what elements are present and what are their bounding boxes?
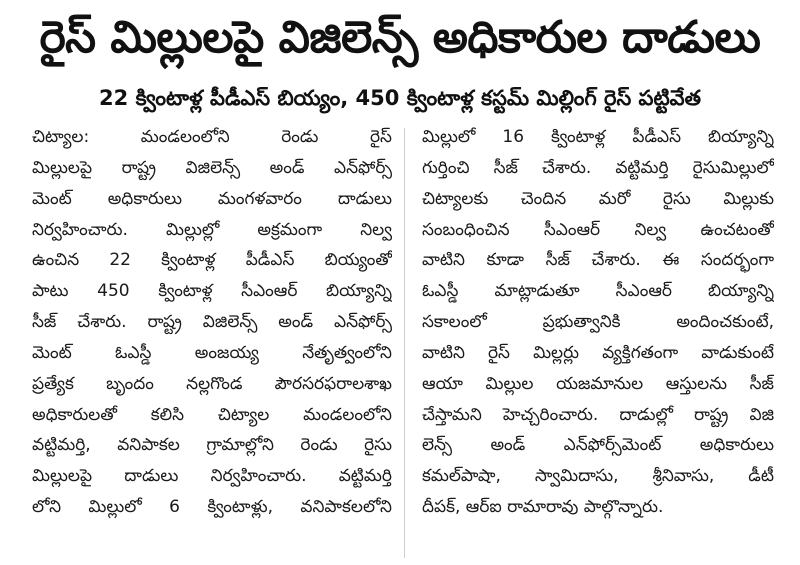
body-line: అధికారులతో కలిసి చిట్యాల మండలంలోని xyxy=(32,404,392,425)
body-line: చిట్యాల: మండలంలోని రెండు రైస్ xyxy=(32,127,392,147)
body-line: గుర్తించి సీజ్ చేశారు. వట్టిమర్తి రైసుమిల్లులో xyxy=(422,157,774,178)
article-headline: రైస్ మిల్లులపై విజిలెన్స్ అధికారుల దాడులు xyxy=(39,12,761,63)
body-line: నిర్వహించారు. మిల్లుల్లో అక్రమంగా నిల్వ xyxy=(32,219,392,240)
body-line: ఓఎస్డీ మాట్లాడుతూ సీఎంఆర్ బియ్యాన్ని xyxy=(422,281,774,302)
body-line: మెంట్ ఓఎస్డీ అంజయ్య నేతృత్వంలోని xyxy=(32,342,392,363)
body-line: వాటిని కూడా సీజ్ చేశారు. ఈ సందర్భంగా xyxy=(422,250,774,271)
body-line: మిల్లులపై దాడులు నిర్వహించారు. వట్టిమర్తి xyxy=(32,466,392,487)
body-line: మెంట్ అధికారులు మంగళవారం దాడులు xyxy=(32,188,392,209)
body-line: వాటిని రైస్ మిల్లర్లు వ్యక్తిగతంగా వాడుకుంటే xyxy=(422,342,774,363)
body-line: పాటు 450 క్వింటాళ్ల సీఎంఆర్ బియ్యాన్ని xyxy=(32,281,392,302)
body-line: దీపక్, ఆర్ఐ రామారావు పాల్గొన్నారు. xyxy=(422,497,664,518)
body-line: లోని మిల్లులో 6 క్వింటాళ్లు, వనిపాకలలోని xyxy=(32,497,392,518)
body-line: కమల్‌పాషా, స్వామిదాసు, శ్రీనివాసు, డీటీ xyxy=(422,466,774,487)
body-line: సంబంధించిన సీఎంఆర్ నిల్వ ఉంచటంతో xyxy=(422,219,774,240)
body-line: ప్రత్యేక బృందం నల్లగొండ పౌరసరఫరాలశాఖ xyxy=(32,373,392,394)
body-line: సకాలంలో ప్రభుత్వానికి అందించకుంటే, xyxy=(422,312,774,333)
body-line: మిల్లులో 16 క్వింటాళ్ల పీడీఎస్ బియ్యాన్ని xyxy=(422,127,774,147)
column-divider xyxy=(404,128,405,558)
body-line: వట్టిమర్తి, వనిపాకల గ్రామాల్లోని రెండు రైసు xyxy=(32,435,392,456)
article-subheadline: 22 క్వింటాళ్ల పీడీఎస్ బియ్యం, 450 క్వింటాళ్ల కస్టమ్ మిల్లింగ్ రైస్ పట్టివేత xyxy=(99,86,701,110)
body-line: చేస్తామని హెచ్చరించారు. దాడుల్లో రాష్ట్ర విజి xyxy=(422,404,774,425)
body-line: లెన్స్ అండ్ ఎన్‌ఫోర్స్‌మెంట్ అధికారులు xyxy=(422,435,774,456)
body-line: చిట్యాలకు చెందిన మరో రైసు మిల్లుకు xyxy=(422,188,774,209)
body-line: ఆయా మిల్లుల యజమానుల ఆస్తులను సీజ్ xyxy=(422,373,774,394)
body-line: మిల్లులపై రాష్ట్ర విజిలెన్స్ అండ్ ఎన్‌ఫోర్స్ xyxy=(32,157,392,178)
body-line: ఉంచిన 22 క్వింటాళ్ల పీడీఎస్ బియ్యంతో xyxy=(32,250,392,271)
article-column-right xyxy=(422,122,774,558)
article-column-left xyxy=(32,122,392,558)
body-line: సీజ్ చేశారు. రాష్ట్ర విజిలెన్స్ అండ్ ఎన్‌ఫోర్స్ xyxy=(32,312,392,333)
